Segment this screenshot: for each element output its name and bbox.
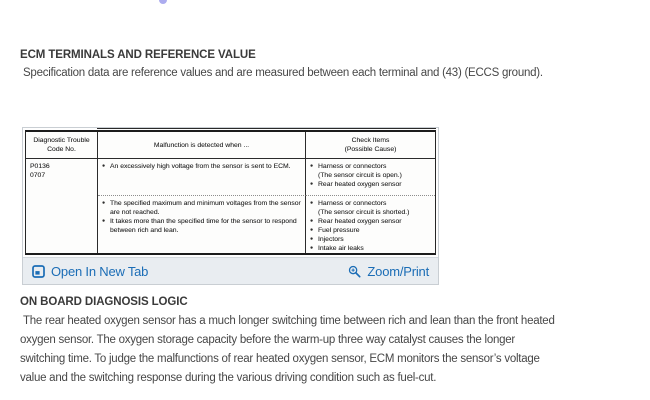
scan-list-item-text: It takes more than the specified time for the sensor to respond between rich and lean. [110,218,297,234]
scan-list-item [310,208,431,217]
dtc-scan-table [25,130,436,255]
scan-list-item [310,226,431,235]
scan-list-item-text: Rear heated oxygen sensor [318,218,402,225]
scan-list-item-text: Intake air leaks [318,245,364,252]
scan-list-item [310,244,431,253]
scan-list-item [310,171,431,180]
table-header-check-items [306,132,435,159]
scan-list-item-text: The specified maximum and minimum voltages from the sensor are not reached. [110,200,301,216]
table-header-malfunction-text: Malfunction is detected when ... [153,141,250,149]
scan-list-item-text: (The sensor circuit is shorted.) [318,209,410,216]
zoom-print-link[interactable] [348,264,429,279]
dtc-table-widget [22,127,439,285]
table-footer-bar [23,257,438,284]
table-header-code [26,132,98,159]
bullet-spacer [310,208,318,217]
malfunction-cell-row2 [98,195,306,253]
zoom-print-label: Zoom/Print [367,263,429,279]
table-header-code-line2: Code No. [47,146,76,153]
scan-list-item [310,162,431,171]
bullet-icon: ● [310,163,314,169]
ecm-terminals-section [20,49,555,82]
table-header-malfunction [98,132,306,159]
bullet-icon: ● [310,181,314,187]
open-in-new-tab-link[interactable] [32,264,148,279]
bullet-icon: ● [310,227,314,233]
bullet-icon: ● [310,218,314,224]
scan-list-item-text: Injectors [318,236,344,243]
obd-section-heading: ON BOARD DIAGNOSIS LOGIC [20,296,188,308]
scan-list-item [310,217,431,226]
check-items-cell-row2 [306,195,435,253]
table-header-check-items-line1: Check Items [351,137,390,144]
table-header-code-line1: Diagnostic Trouble [33,137,90,144]
scan-list-item-text: (The sensor circuit is open.) [318,172,402,179]
scan-list-item [102,217,301,235]
obd-section-body: The rear heated oxygen sensor has a much longer switching time between rich and lean than the front heated oxygen sensor. The oxygen storage capacity before the warm-up three way catalyst causes the longer switching time. To judge the malfunctions of rear heated oxygen sensor, ECM monitors the sensor’s voltage value and the switching response during the various driving condition such as fuel-cut. [20,315,555,384]
bullet-icon: ● [102,218,106,224]
scan-list-item-text: Harness or connectors [318,163,387,170]
scan-list-item-text: Fuel pressure [318,227,360,234]
bullet-icon: ● [310,236,314,242]
dtc-code-p0136: P0136 [30,163,50,170]
dtc-code-cell [26,159,98,253]
bullet-icon: ● [310,200,314,206]
ecm-section-body: Specification data are reference values and are measured between each terminal and (43) (ECCS ground). [23,67,543,79]
scan-list-item [310,180,431,189]
table-header-check-items-line2: (Possible Cause) [344,146,397,153]
scan-list-item [310,199,431,208]
scan-list-item [102,162,301,171]
malfunction-cell-row1 [98,159,306,195]
magnifier-zoom-icon [348,265,361,278]
scan-list-item-text: Rear heated oxygen sensor [318,181,402,188]
bullet-icon: ● [310,245,314,251]
bullet-icon: ● [102,163,106,169]
scan-list-item-text: An excessively high voltage from the sensor is sent to ECM. [110,163,291,170]
open-in-new-tab-label: Open In New Tab [51,263,149,279]
bullet-spacer [310,171,318,180]
scan-list-item-text: Harness or connectors [318,200,387,207]
ecm-section-heading: ECM TERMINALS AND REFERENCE VALUE [20,49,256,61]
cutoff-element-fragment [159,0,167,4]
dtc-code-0707: 0707 [30,172,46,179]
bullet-icon: ● [102,200,106,206]
open-in-new-tab-icon [32,265,45,278]
obd-logic-section [20,296,555,388]
check-items-cell-row1 [306,159,435,195]
scan-list-item [102,199,301,217]
scan-list-item [310,235,431,244]
